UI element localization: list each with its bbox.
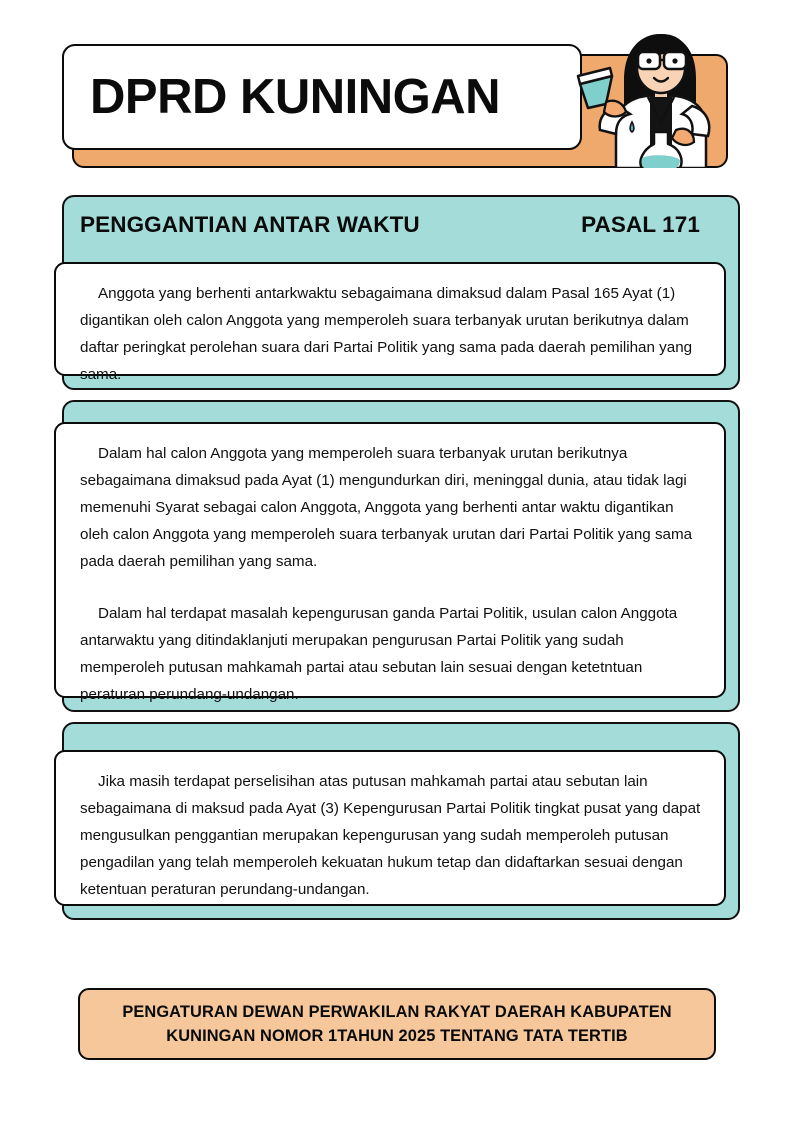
- header: [62, 44, 728, 168]
- content-block-2: [54, 400, 740, 712]
- header-title-card: [62, 44, 582, 150]
- block-2-card: [54, 422, 726, 703]
- footer-banner: [78, 988, 716, 1060]
- section-pasal-label: PASAL 171: [581, 212, 700, 237]
- content-block-3: [54, 722, 740, 920]
- section-header-bar: [54, 195, 740, 255]
- block-2-paragraph-1: Dalam hal calon Anggota yang memperoleh suara terbanyak urutan berikutnya sebagaimana dimaksud pada Ayat (1) mengundurkan diri, meninggal dunia, atau tidak lagi memenuhi Syarat sebagai calon Anggota, Anggota yang berhenti antar waktu digantikan oleh calon Anggota yang memperoleh suara terbanyak urutan dari Partai Politik yang sama pada daerah pemilihan yang sama.: [80, 445, 693, 570]
- block-3-paragraph-1: Jika masih terdapat perselisihan atas putusan mahkamah partai atau sebutan lain sebagaimana di maksud pada Ayat (3) Kepengurusan Partai Politik tingkat pusat yang dapat mengusulkan penggantian merupakan kepengurusan yang sudah memperoleh putusan pengadilan yang telah memperoleh kekuatan hukum tetap dan didaftarkan sesuai dengan ketentuan peraturan perundang-undangan.: [80, 773, 701, 898]
- block-3-card: [54, 750, 726, 906]
- block-2-paragraph-2: Dalam hal terdapat masalah kepengurusan ganda Partai Politik, usulan calon Anggota antarwaktu yang ditindaklanjuti merupakan pengurusan Partai Politik yang sudah memperoleh putusan mahkamah partai atau sebutan lain sesuai dengan ketetntuan peraturan perundang-undangan.: [80, 605, 678, 703]
- page-title: DPRD KUNINGAN: [90, 70, 500, 124]
- block-1-paragraph-1: Anggota yang berhenti antarkwaktu sebagaimana dimaksud dalam Pasal 165 Ayat (1) digantikan oleh calon Anggota yang memperoleh suara terbanyak urutan berikutnya dalam daftar peringkat perolehan suara dari Partai Politik yang sama pada daerah pemilihan yang sama.: [80, 285, 693, 383]
- content-block-1: [54, 240, 740, 390]
- section-title: PENGGANTIAN ANTAR WAKTU: [80, 212, 420, 237]
- block-1-card: [54, 262, 726, 383]
- footer-line-1: PENGATURAN DEWAN PERWAKILAN RAKYAT DAERAH KABUPATEN: [122, 1002, 672, 1021]
- footer-line-2: KUNINGAN NOMOR 1TAHUN 2025 TENTANG TATA TERTIB: [166, 1026, 628, 1045]
